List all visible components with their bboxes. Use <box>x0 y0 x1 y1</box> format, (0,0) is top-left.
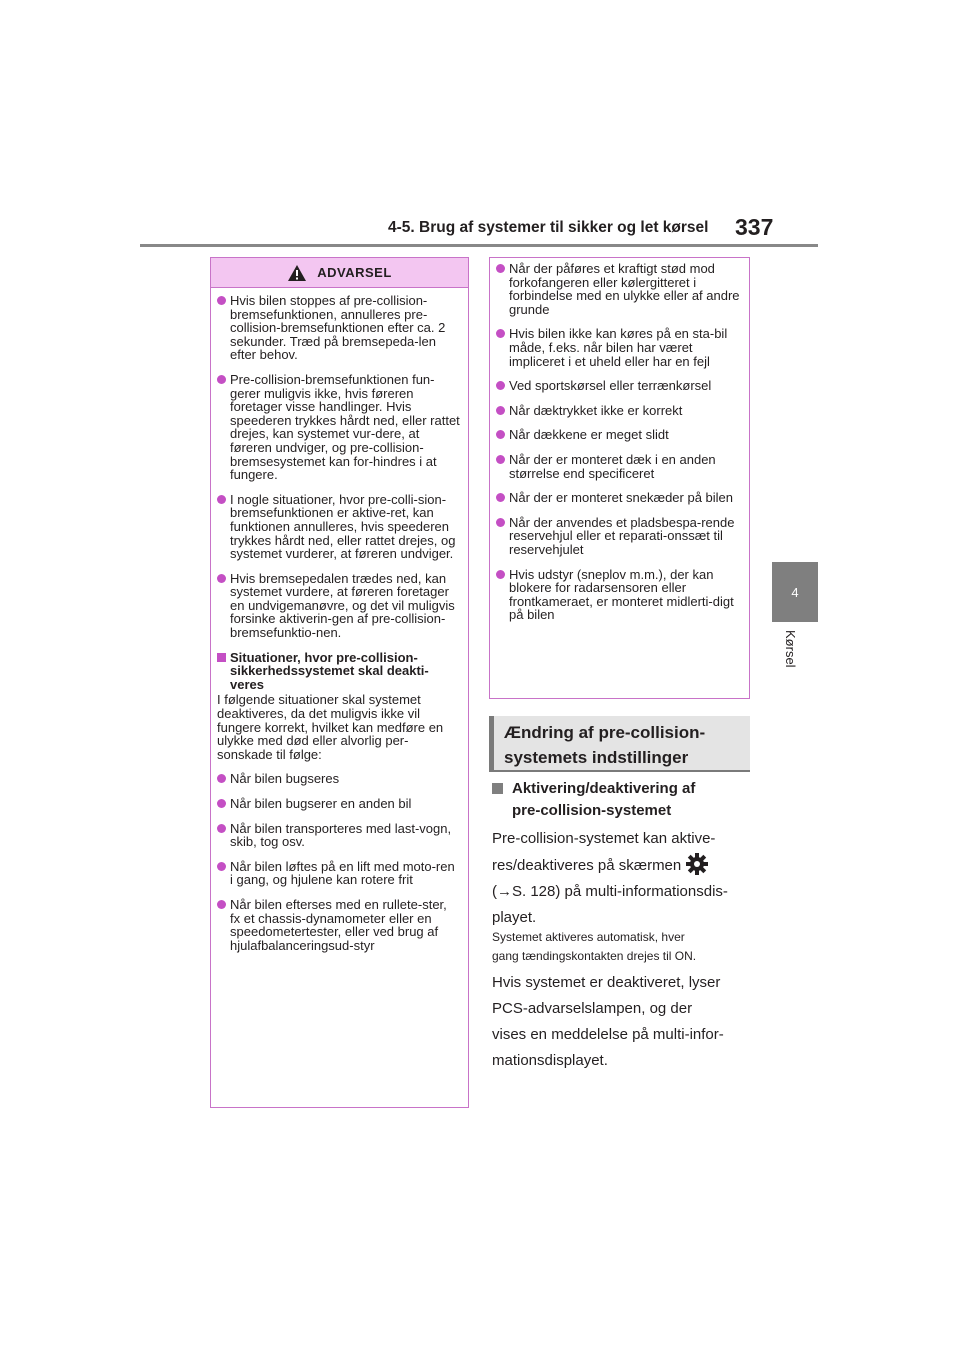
body-line: Hvis systemet er deaktiveret, lyser <box>492 974 721 991</box>
warning-triangle-icon <box>287 264 307 282</box>
warning-continued-item: Når der er monteret snekæder på bilen <box>496 491 741 505</box>
warning-continued-item: Ved sportskørsel eller terrænkørsel <box>496 379 741 393</box>
warning-sub-item: Når bilen løftes på en lift med moto-ren i gang, og hjulene kan rotere frit <box>217 860 460 887</box>
warning-continued-content <box>490 258 749 622</box>
body-line: playet. <box>492 909 537 926</box>
header-rule <box>140 244 818 247</box>
warning-header <box>211 258 468 288</box>
sub-heading <box>492 778 754 822</box>
section-heading <box>489 716 750 772</box>
body-paragraph-2 <box>492 970 757 1074</box>
warning-sub-item: Når bilen transporteres med last-vogn, skib, tog osv. <box>217 822 460 849</box>
body-line-with-icon <box>492 852 757 879</box>
chapter-tab[interactable] <box>772 562 818 622</box>
warning-continued-item: Når der anvendes et pladsbespa-rende reservehjul eller et reparati-onssæt til reservehjulet <box>496 516 741 557</box>
warning-sub-paragraph: I følgende situationer skal systemet deaktiveres, da det muligvis ikke vil fungere korrekt, hvilket kan medføre en ulykke med død eller alvorlig per-sonskade til følge: <box>217 692 444 762</box>
header-title: 4-5. Brug af systemer til sikker og let kørsel <box>388 219 709 236</box>
warning-sub-heading: Situationer, hvor pre-collision-sikkerhedssystemet skal deakti-veres <box>217 651 460 692</box>
body-line: vises en meddelelse på multi-infor- <box>492 1026 724 1043</box>
chapter-name: Kørsel <box>783 630 798 668</box>
warning-item: Hvis bilen stoppes af pre-collision-bremsefunktionen, annulleres pre-collision-bremsefunktionen efter ca. 2 sekunder. Træd på bremsepeda-len efter behov. <box>217 294 460 362</box>
warning-item: Pre-collision-bremsefunktionen fun-gerer muligvis ikke, hvis føreren foretager visse handlinger. Hvis speederen trykkes hårdt ned, eller rattet drejes, kan systemet vur-dere, at føreren undviger, og pre-collision-bremsesystemet kan for-hindres i at fungere. <box>217 373 460 482</box>
warning-continued-item: Når der er monteret dæk i en anden størrelse end specificeret <box>496 453 741 480</box>
warning-continued-box <box>489 257 750 699</box>
warning-box <box>210 257 469 1108</box>
gear-icon <box>685 852 709 876</box>
section-title-line: Ændring af pre-collision- <box>504 723 706 742</box>
sub-heading-line: Aktivering/deaktivering af <box>512 780 696 797</box>
body-paragraph <box>492 826 757 931</box>
note-line: Systemet aktiveres automatisk, hver <box>492 930 685 944</box>
page-number: 337 <box>735 214 774 240</box>
body-line: Pre-collision-systemet kan aktive- <box>492 830 716 847</box>
body-line: PCS-advarselslampen, og der <box>492 1000 693 1017</box>
body-line: mationsdisplayet. <box>492 1052 608 1069</box>
warning-sub-item: Når bilen bugserer en anden bil <box>217 797 460 811</box>
note-line: gang tændingskontakten drejes til ON. <box>492 949 697 963</box>
warning-sub-item: Når bilen bugseres <box>217 772 460 786</box>
warning-continued-item: Hvis bilen ikke kan køres på en sta-bil måde, f.eks. når bilen har været impliceret i et uheld eller har en fejl <box>496 327 741 368</box>
square-bullet-icon <box>492 783 503 794</box>
sub-heading-line: pre-collision-systemet <box>512 802 672 819</box>
warning-title: ADVARSEL <box>317 265 392 280</box>
warning-content <box>211 288 468 952</box>
body-line: (→S. 128) på multi-informationsdis- <box>492 883 728 900</box>
warning-item: I nogle situationer, hvor pre-colli-sion-bremsefunktionen er aktive-ret, kan funktionen annulleres, hvis speederen trykkes hårdt ned, eller rattet drejes, og systemet vurderer, at føreren undviger. <box>217 493 460 561</box>
warning-continued-item: Hvis udstyr (sneplov m.m.), der kan blokere for radarsensoren eller frontkameraet, er monteret midlerti-digt på bilen <box>496 568 741 622</box>
warning-item: Hvis bremsepedalen trædes ned, kan systemet vurdere, at føreren foretager en undvigemanøvre, og det vil muligvis forsinke aktiverin-gen af pre-collision-bremsefunktio-nen. <box>217 572 460 640</box>
section-title-line: systemets indstillinger <box>504 748 689 767</box>
chapter-number: 4 <box>791 584 799 600</box>
note-text <box>492 928 757 966</box>
warning-continued-item: Når der påføres et kraftigt stød mod forkofangeren eller kølergitteret i forbindelse med en ulykke eller af andre grunde <box>496 262 741 316</box>
body-line-text: res/deaktiveres på skærmen <box>492 857 682 874</box>
warning-continued-item: Når dækkene er meget slidt <box>496 428 741 442</box>
warning-sub-item: Når bilen efterses med en rullete-ster, fx et chassis-dynamometer eller en speedometertester, eller ved brug af hjulafbalanceringsud-styr <box>217 898 460 952</box>
warning-continued-item: Når dæktrykket ikke er korrekt <box>496 404 741 418</box>
